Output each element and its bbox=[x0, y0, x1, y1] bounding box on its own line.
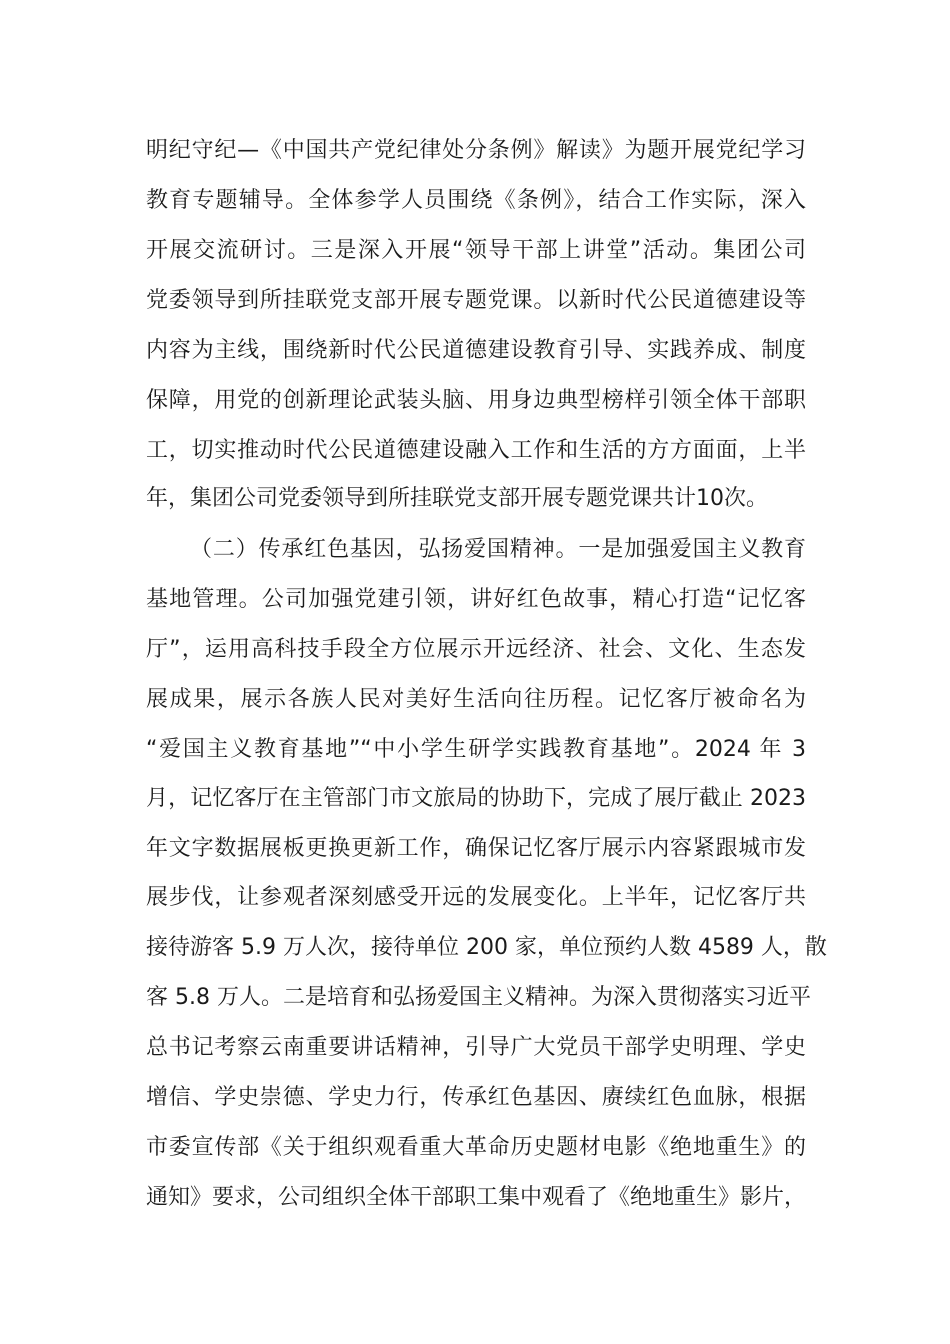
text-line: 通知》要求，公司组织全体干部职工集中观看了《绝地重生》影片， bbox=[146, 1185, 807, 1210]
text-line: 总书记考察云南重要讲话精神，引导广大党员干部学史明理、学史 bbox=[146, 1035, 806, 1060]
text-line: 接待游客 5.9 万人次，接待单位 200 家，单位预约人数 4589 人，散 bbox=[146, 935, 827, 960]
text-line: 基地管理。公司加强党建引领，讲好红色故事，精心打造“记忆客 bbox=[146, 587, 806, 612]
text-line: 工，切实推动时代公民道德建设融入工作和生活的方方面面，上半 bbox=[146, 438, 806, 463]
text-line: 开展交流研讨。三是深入开展“领导干部上讲堂”活动。集团公司 bbox=[146, 238, 806, 263]
text-line: 增信、学史崇德、学史力行，传承红色基因、赓续红色血脉，根据 bbox=[146, 1085, 806, 1110]
text-line: 内容为主线，围绕新时代公民道德建设教育引导、实践养成、制度 bbox=[146, 338, 806, 363]
text-line: （二）传承红色基因，弘扬爱国精神。一是加强爱国主义教育 bbox=[190, 537, 806, 562]
text-line: 厅”，运用高科技手段全方位展示开远经济、社会、文化、生态发 bbox=[146, 637, 806, 662]
text-line: 市委宣传部《关于组织观看重大革命历史题材电影《绝地重生》的 bbox=[146, 1135, 806, 1160]
text-line: 展步伐，让参观者深刻感受开远的发展变化。上半年，记忆客厅共 bbox=[146, 885, 806, 910]
text-line: 教育专题辅导。全体参学人员围绕《条例》，结合工作实际，深入 bbox=[146, 188, 806, 213]
text-line: 年文字数据展板更换更新工作，确保记忆客厅展示内容紧跟城市发 bbox=[146, 836, 806, 861]
text-line: 客 5.8 万人。二是培育和弘扬爱国主义精神。为深入贯彻落实习近平 bbox=[146, 985, 811, 1010]
text-line: 展成果，展示各族人民对美好生活向往历程。记忆客厅被命名为 bbox=[146, 687, 806, 712]
text-line: 月，记忆客厅在主管部门市文旅局的协助下，完成了展厅截止 2023 bbox=[146, 786, 806, 811]
text-line: 党委领导到所挂联党支部开展专题党课。以新时代公民道德建设等 bbox=[146, 288, 806, 313]
text-line: 明纪守纪—《中国共产党纪律处分条例》解读》为题开展党纪学习 bbox=[146, 138, 806, 163]
text-line: 保障，用党的创新理论武装头脑、用身边典型榜样引领全体干部职 bbox=[146, 388, 806, 413]
text-line: 年，集团公司党委领导到所挂联党支部开展专题党课共计10次。 bbox=[146, 486, 768, 511]
text-line: “爱国主义教育基地”“中小学生研学实践教育基地”。2024 年 3 bbox=[146, 737, 806, 762]
